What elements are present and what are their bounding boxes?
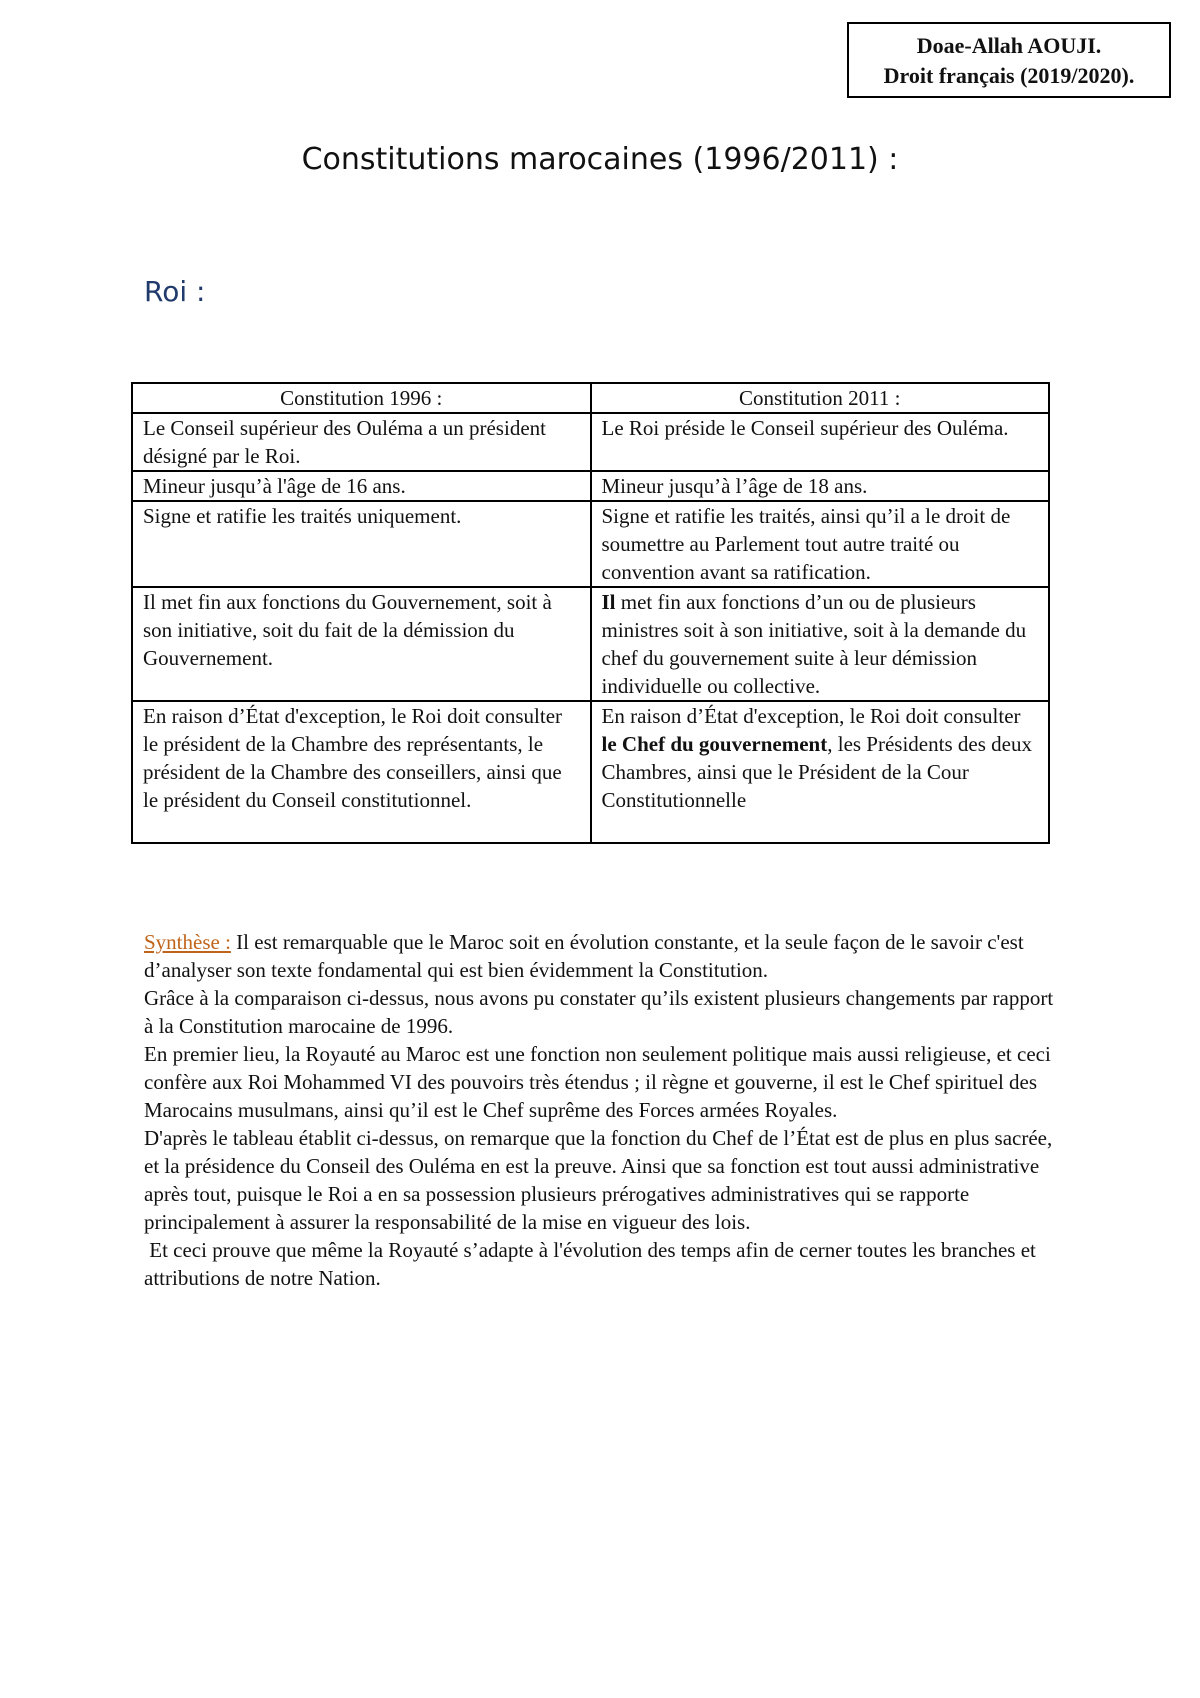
table-row [132, 471, 1049, 501]
synthesis-label: Synthèse : [144, 930, 231, 954]
section-heading: Roi : [144, 275, 206, 308]
cell-1996: Le Conseil supérieur des Ouléma a un président désigné par le Roi. [132, 413, 591, 471]
cell-2011: Mineur jusqu’à l’âge de 18 ans. [591, 471, 1050, 501]
cell-2011-lead: Il [601, 590, 616, 614]
header-2011: Constitution 2011 : [591, 383, 1050, 413]
comparison-table [131, 382, 1050, 844]
author-name: Doae-Allah AOUJI. [916, 33, 1102, 58]
cell-2011-rest: met fin aux fonctions d’un ou de plusieurs ministres soit à son initiative, soit à la demande du chef du gouvernement suite à leur démission individuelle ou collective. [601, 590, 1027, 698]
cell-2011: Le Roi préside le Conseil supérieur des Ouléma. [591, 413, 1050, 471]
table-row [132, 701, 1049, 843]
cell-1996: Il met fin aux fonctions du Gouvernement, soit à son initiative, soit du fait de la démission du Gouvernement. [132, 587, 591, 701]
header-1996: Constitution 1996 : [132, 383, 591, 413]
table-row [132, 501, 1049, 587]
page-title: Constitutions marocaines (1996/2011) : [301, 142, 899, 177]
synthesis [144, 928, 1064, 1292]
cell-1996: En raison d’État d'exception, le Roi doit consulter le président de la Chambre des représentants, le président de la Chambre des conseillers, ainsi que le président du Conseil constitutionnel. [132, 701, 591, 843]
synthesis-paragraph: Grâce à la comparaison ci-dessus, nous avons pu constater qu’ils existent plusieurs changements par rapport à la Constitution marocaine de 1996. [144, 986, 1054, 1038]
author-course: Droit français (2019/2020). [883, 63, 1135, 88]
table-row [132, 413, 1049, 471]
synthesis-paragraph: D'après le tableau établit ci-dessus, on remarque que la fonction du Chef de l’État est de plus en plus sacrée, et la présidence du Conseil des Ouléma en est la preuve. Ainsi que sa fonction est tout aussi administrative après tout, puisque le Roi a en sa possession plusieurs prérogatives administratives qui se rapporte principalement à assurer la responsabilité de la mise en vigueur des lois. [144, 1126, 1053, 1234]
cell-2011-bold: le Chef du gouvernement [601, 732, 828, 756]
synthesis-intro-text: Il est remarquable que le Maroc soit en évolution constante, et la seule façon de le savoir c'est d’analyser son texte fondamental qui est bien évidemment la Constitution. [144, 930, 1024, 982]
synthesis-paragraph: En premier lieu, la Royauté au Maroc est une fonction non seulement politique mais aussi religieuse, et ceci confère aux Roi Mohammed VI des pouvoirs très étendus ; il règne et gouverne, il est le Chef spirituel des Marocains musulmans, ainsi qu’il est le Chef suprême des Forces armées Royales. [144, 1042, 1051, 1122]
synthesis-intro [144, 928, 1064, 984]
cell-1996: Mineur jusqu’à l'âge de 16 ans. [132, 471, 591, 501]
cell-2011-pre: En raison d’État d'exception, le Roi doit consulter [601, 704, 1021, 728]
table-row [132, 587, 1049, 701]
cell-2011: Signe et ratifie les traités, ainsi qu’il a le droit de soumettre au Parlement tout autre traité ou convention avant sa ratification. [591, 501, 1050, 587]
cell-2011 [591, 701, 1050, 843]
cell-2011-post: , les Présidents des deux Chambres, ainsi que le Président de la Cour Constitutionnelle [601, 732, 1032, 812]
cell-2011 [591, 587, 1050, 701]
table-header-row [132, 383, 1049, 413]
synthesis-paragraph: Et ceci prouve que même la Royauté s’adapte à l'évolution des temps afin de cerner toutes les branches et attributions de notre Nation. [144, 1238, 1042, 1290]
cell-1996: Signe et ratifie les traités uniquement. [132, 501, 591, 587]
author-box [847, 22, 1171, 98]
